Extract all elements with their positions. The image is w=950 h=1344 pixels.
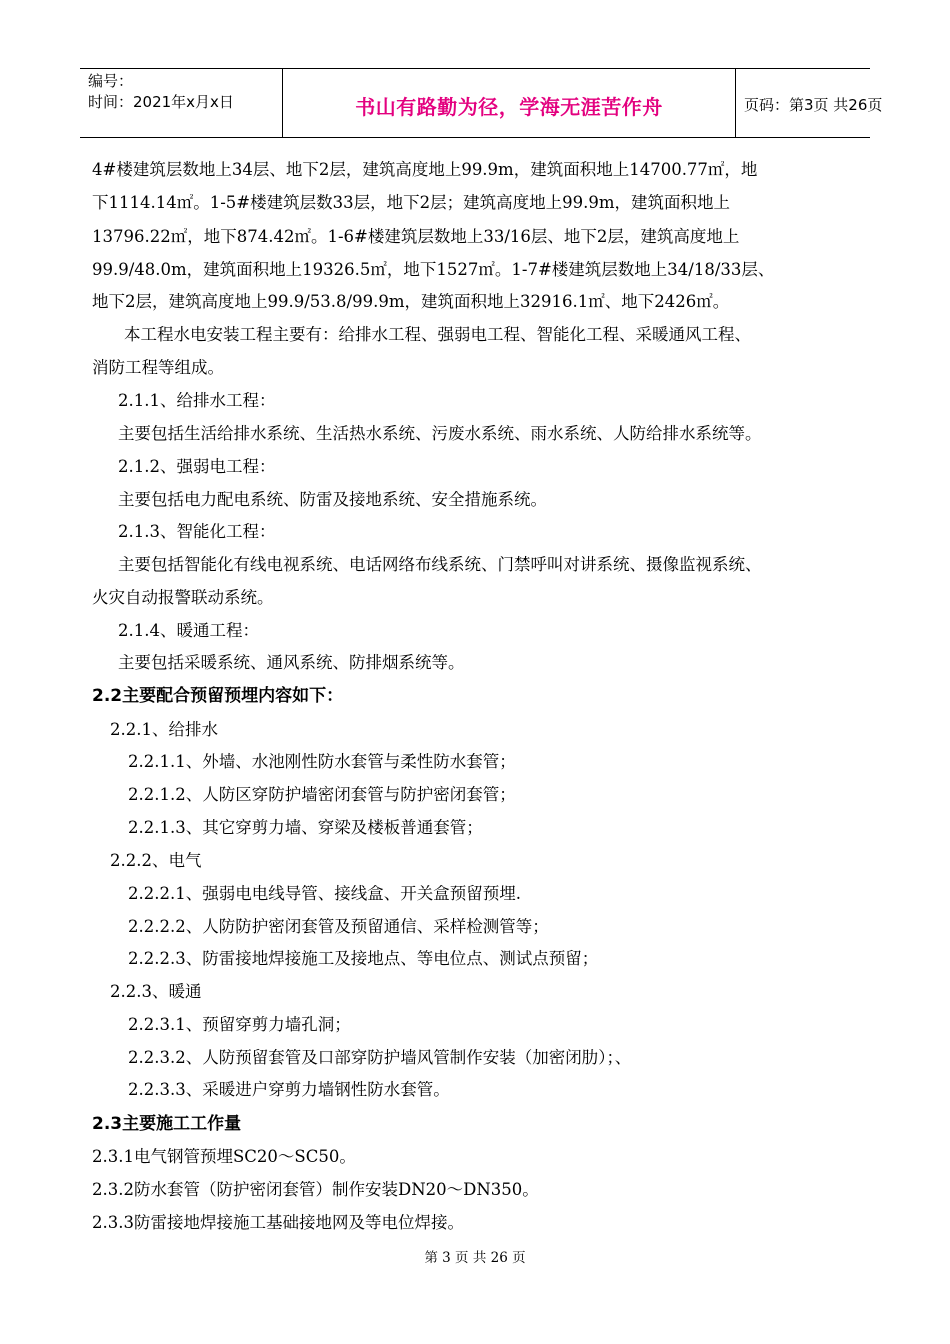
paragraph-line: 本工程水电安装工程主要有：给排水工程、强弱电工程、智能化工程、采暖通风工程、 <box>124 325 751 344</box>
subsection-title: 2.1.4、暖通工程： <box>118 621 259 640</box>
list-item: 2.2.1.3、其它穿剪力墙、穿梁及楼板普通套管； <box>128 818 483 837</box>
page-footer: 第 3 页 共 26 页 <box>424 1250 526 1266</box>
list-item: 2.3.1电气钢管预埋SC20～SC50。 <box>92 1147 356 1166</box>
header-motto-cell <box>282 69 736 137</box>
subsection-title: 2.2.2、电气 <box>110 851 202 870</box>
header-number-label: 编号： <box>88 72 134 90</box>
paragraph-line: 消防工程等组成。 <box>92 358 224 377</box>
header-meta-cell <box>80 69 282 137</box>
paragraph-line: 13796.22㎡，地下874.42㎡。1-6#楼建筑层数地上33/16层、地下2层，建筑高度地上 <box>92 227 740 246</box>
paragraph-line: 主要包括采暖系统、通风系统、防排烟系统等。 <box>118 653 465 672</box>
paragraph-line: 火灾自动报警联动系统。 <box>92 588 274 607</box>
list-item: 2.2.2.2、人防防护密闭套管及预留通信、采样检测管等； <box>128 917 549 936</box>
header-page-label: 页码：第3页 共26页 <box>744 96 883 114</box>
header-page-cell <box>735 69 883 137</box>
subsection-title: 2.1.3、智能化工程： <box>118 522 276 541</box>
list-item: 2.3.2防水套管（防护密闭套管）制作安装DN20～DN350。 <box>92 1180 539 1199</box>
subsection-title: 2.1.1、给排水工程： <box>118 391 276 410</box>
section-heading-2-3: 2.3主要施工工作量 <box>92 1114 242 1134</box>
list-item: 2.2.1.1、外墙、水池刚性防水套管与柔性防水套管； <box>128 752 516 771</box>
list-item: 2.2.3.1、预留穿剪力墙孔洞； <box>128 1015 351 1034</box>
subsection-title: 2.2.1、给排水 <box>110 720 218 739</box>
paragraph-line: 主要包括生活给排水系统、生活热水系统、污废水系统、雨水系统、人防给排水系统等。 <box>118 424 762 443</box>
paragraph-line: 下1114.14㎡。1-5#楼建筑层数33层，地下2层；建筑高度地上99.9m，建筑面积地上 <box>92 193 731 212</box>
subsection-title: 2.1.2、强弱电工程： <box>118 457 276 476</box>
list-item: 2.2.1.2、人防区穿防护墙密闭套管与防护密闭套管； <box>128 785 516 804</box>
header-date-label: 时间：2021年x月x日 <box>88 93 234 111</box>
paragraph-line: 主要包括智能化有线电视系统、电话网络布线系统、门禁呼叫对讲系统、摄像监视系统、 <box>118 555 762 574</box>
subsection-title: 2.2.3、暖通 <box>110 982 202 1001</box>
header-motto: 书山有路勤为径，学海无涯苦作舟 <box>355 95 663 119</box>
paragraph-line: 主要包括电力配电系统、防雷及接地系统、安全措施系统。 <box>118 490 547 509</box>
list-item: 2.2.3.2、人防预留套管及口部穿防护墙风管制作安装（加密闭肋）；、 <box>128 1048 632 1067</box>
list-item: 2.3.3防雷接地焊接施工基础接地网及等电位焊接。 <box>92 1213 464 1232</box>
page-header <box>80 68 883 138</box>
paragraph-line: 99.9/48.0m，建筑面积地上19326.5㎡，地下1527㎡。1-7#楼建筑层数地上34/18/33层、 <box>92 260 775 279</box>
list-item: 2.2.3.3、采暖进户穿剪力墙钢性防水套管。 <box>128 1080 450 1099</box>
paragraph-line: 4#楼建筑层数地上34层、地下2层，建筑高度地上99.9m，建筑面积地上14700.77㎡，地 <box>92 160 758 179</box>
section-heading-2-2: 2.2主要配合预留预埋内容如下： <box>92 686 344 706</box>
list-item: 2.2.2.1、强弱电电线导管、接线盒、开关盒预留预埋. <box>128 884 521 903</box>
paragraph-line: 地下2层，建筑高度地上99.9/53.8/99.9m，建筑面积地上32916.1㎡、地下2426㎡。 <box>92 292 730 311</box>
list-item: 2.2.2.3、防雷接地焊接施工及接地点、等电位点、测试点预留； <box>128 949 599 968</box>
